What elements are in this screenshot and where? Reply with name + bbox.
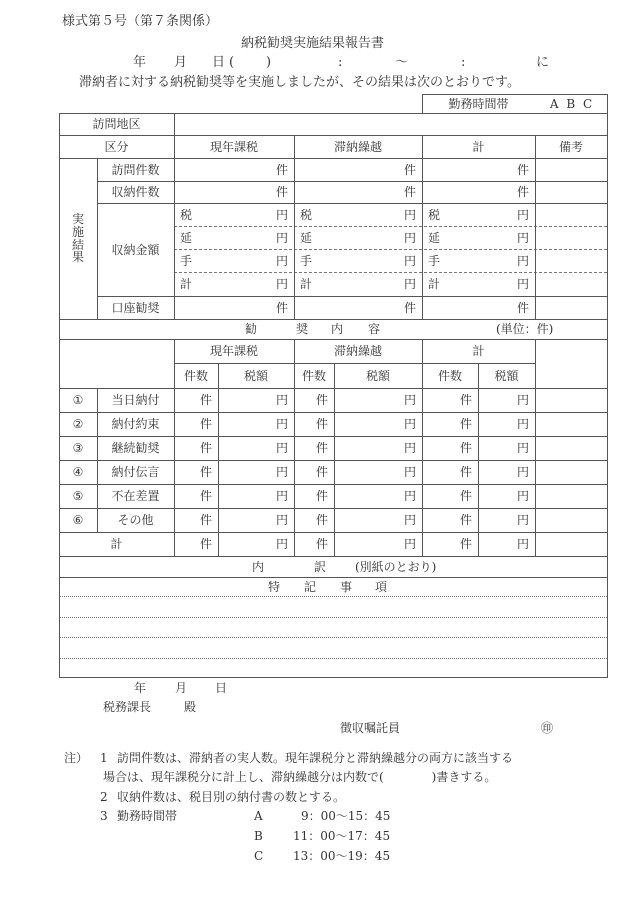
row-number: ②: [72, 417, 84, 431]
total-amount-total[interactable]: 円: [516, 537, 529, 551]
area-input[interactable]: [174, 113, 607, 135]
unit-yen: 円: [275, 207, 288, 222]
breakdown-char: 訳: [314, 560, 327, 574]
row-remarks[interactable]: [535, 484, 607, 508]
seal-mark: ㊞: [541, 721, 554, 735]
honorific: 殿: [184, 700, 197, 714]
unit-yen: 円: [275, 253, 288, 268]
sub-count-current: 件数: [183, 368, 208, 383]
amount-fee-arrears[interactable]: [294, 249, 422, 272]
item-delinquency: 延: [300, 230, 313, 245]
remarks-char: 記: [304, 580, 317, 594]
row-count-total[interactable]: 件: [459, 441, 472, 455]
title-char: 奨: [296, 322, 309, 336]
col-remarks: 備考: [558, 139, 583, 154]
unit-yen: 円: [275, 230, 288, 245]
row-amount-arrears[interactable]: 円: [403, 513, 416, 527]
time-colon-end: :: [461, 55, 466, 70]
collections-current-cell[interactable]: 件: [275, 185, 288, 199]
shift-c-code: C: [254, 849, 264, 863]
note-2-text: 収納件数は、税目別の納付書の数とする。: [117, 790, 346, 804]
note-1-cont: 場合は、現年課税分に計上し、滞納繰越分は内数で( )書きする。: [103, 770, 497, 784]
row-count-arrears[interactable]: 件: [315, 393, 328, 407]
breakdown-note: (別紙のとおり): [355, 560, 437, 574]
row-remarks[interactable]: [535, 460, 607, 484]
row-number: ⑥: [72, 513, 84, 527]
row-label: 継続勧奨: [111, 441, 160, 455]
amount-sum-total[interactable]: [422, 272, 535, 296]
sub-count-arrears: 件数: [301, 368, 326, 383]
note-3-text: 勤務時間帯: [117, 809, 178, 823]
col-current-year: 現年課税: [209, 139, 258, 154]
row-count-total[interactable]: 件: [459, 489, 472, 503]
row-amount-current[interactable]: 円: [275, 465, 288, 479]
total-row-label: 計: [110, 537, 123, 551]
amount-fee-total[interactable]: [422, 249, 535, 272]
shift-options[interactable]: A B C: [549, 96, 593, 111]
row-number: ⑤: [72, 489, 84, 503]
collections-remarks-cell[interactable]: [535, 181, 607, 203]
remarks-char: 特: [268, 580, 281, 594]
amount-sum-arrears[interactable]: [294, 272, 422, 296]
date-ni: に: [536, 55, 550, 70]
total-amount-arrears[interactable]: 円: [403, 537, 416, 551]
date-day: 日: [212, 55, 226, 70]
row-label: その他: [117, 513, 154, 527]
sub-amount-total: 税額: [494, 368, 519, 383]
row-remarks[interactable]: [535, 436, 607, 460]
row-label-account: 口座勧奨: [111, 300, 160, 315]
shift-b-code: B: [254, 829, 263, 843]
row-count-current[interactable]: 件: [199, 465, 212, 479]
amount-tax-arrears[interactable]: [294, 203, 422, 226]
amount-sum-current[interactable]: [174, 272, 294, 296]
item-fee: 手: [180, 253, 193, 268]
row-label-amount: 収納金額: [111, 242, 160, 257]
collections-total-cell[interactable]: 件: [516, 185, 529, 199]
footer-year: 年: [134, 681, 147, 695]
sub-count-total: 件数: [437, 368, 462, 383]
date-year: 年: [133, 55, 147, 70]
item-delinquency: 延: [180, 230, 193, 245]
item-sum: 計: [180, 277, 193, 291]
shift-b-time: 11：00〜17：45: [293, 829, 391, 843]
time-colon-start: :: [338, 55, 343, 70]
item-tax: 税: [428, 207, 441, 222]
row-count-current[interactable]: 件: [199, 489, 212, 503]
collections-arrears-cell[interactable]: 件: [403, 185, 416, 199]
implementation-results-label: [59, 158, 97, 319]
title-char: 内: [331, 322, 344, 336]
account-current-cell[interactable]: 件: [275, 300, 288, 315]
visits-current-cell[interactable]: 件: [275, 162, 288, 177]
shift-a-code: A: [254, 809, 263, 823]
row-count-total[interactable]: 件: [459, 513, 472, 527]
unit-yen: 円: [403, 207, 416, 222]
area-label: 訪問地区: [92, 117, 141, 131]
row-amount-current[interactable]: 円: [275, 393, 288, 407]
col-total: 計: [472, 139, 485, 154]
row-count-arrears[interactable]: 件: [315, 513, 328, 527]
row-amount-arrears[interactable]: 円: [403, 465, 416, 479]
footer-month: 月: [175, 681, 188, 695]
row-amount-current[interactable]: 円: [275, 417, 288, 431]
row-number: ③: [72, 441, 84, 455]
intro-text: 滞納者に対する納税勧奨等を実施しましたが、その結果は次のとおりです。: [79, 75, 520, 90]
side-char: 結: [71, 237, 84, 252]
row-label: 納付伝言: [111, 465, 160, 479]
title-char: 容: [368, 322, 381, 336]
side-char: 実: [71, 212, 84, 227]
row-amount-current[interactable]: 円: [275, 513, 288, 527]
unit-yen: 円: [403, 253, 416, 268]
row-label: 納付約束: [111, 417, 160, 431]
remarks-char: 事: [340, 580, 353, 594]
group-arrears: 滞納繰越: [333, 344, 382, 358]
note-3-num: 3: [100, 809, 108, 823]
item-fee: 手: [428, 253, 441, 268]
item-fee: 手: [300, 253, 313, 268]
row-count-current[interactable]: 件: [199, 441, 212, 455]
total-count-total[interactable]: 件: [459, 537, 472, 551]
signer-label: 徴収嘱託員: [340, 721, 401, 735]
unit-yen: 円: [403, 277, 416, 291]
unit-yen: 円: [516, 230, 529, 245]
total-amount-current[interactable]: 円: [275, 537, 288, 551]
amount-delinquency-arrears[interactable]: [294, 226, 422, 249]
document-title: 納税勧奨実施結果報告書: [241, 36, 385, 51]
row-label: 不在差置: [111, 489, 160, 503]
date-month: 月: [174, 55, 188, 70]
row-amount-arrears[interactable]: 円: [403, 441, 416, 455]
item-tax: 税: [300, 207, 313, 222]
item-tax: 税: [180, 207, 193, 222]
remarks-input-area[interactable]: [60, 597, 606, 676]
row-count-arrears[interactable]: 件: [315, 465, 328, 479]
shift-label: 勤務時間帯: [448, 96, 509, 111]
row-amount-total[interactable]: 円: [516, 417, 529, 431]
category-label: 区分: [104, 139, 129, 154]
row-count-arrears[interactable]: 件: [315, 489, 328, 503]
visits-total-cell[interactable]: 件: [516, 162, 529, 177]
row-count-current[interactable]: 件: [199, 513, 212, 527]
visits-remarks-cell[interactable]: [535, 158, 607, 181]
row-count-current[interactable]: 件: [199, 417, 212, 431]
addressee: 税務課長: [103, 700, 152, 714]
amount-remarks-cell[interactable]: [535, 203, 607, 296]
unit-yen: 円: [275, 277, 288, 291]
row-amount-total[interactable]: 円: [516, 513, 529, 527]
row-amount-current[interactable]: 円: [275, 489, 288, 503]
row-number: ④: [72, 465, 84, 479]
row-label-visits: 訪問件数: [111, 162, 160, 177]
row-label: 当日納付: [111, 393, 160, 407]
group-current-year: 現年課税: [209, 344, 258, 358]
amount-delinquency-current[interactable]: [174, 226, 294, 249]
unit-yen: 円: [403, 230, 416, 245]
row-number: ①: [72, 393, 84, 407]
unit-yen: 円: [516, 253, 529, 268]
sub-amount-arrears: 税額: [365, 368, 390, 383]
form-number: 様式第５号（第７条関係）: [62, 14, 219, 29]
group-total: 計: [472, 344, 485, 358]
row-amount-total[interactable]: 円: [516, 441, 529, 455]
unit-note: (単位：件): [496, 322, 554, 336]
side-char: 施: [71, 224, 84, 239]
date-paren-open: (: [229, 55, 235, 70]
note-2-num: 2: [100, 790, 108, 804]
amount-fee-current[interactable]: [174, 249, 294, 272]
row-amount-total[interactable]: 円: [516, 393, 529, 407]
time-tilde: 〜: [395, 55, 409, 70]
row-amount-total[interactable]: 円: [516, 489, 529, 503]
account-remarks-cell[interactable]: [535, 296, 607, 319]
row-count-total[interactable]: 件: [459, 417, 472, 431]
visits-arrears-cell[interactable]: 件: [403, 162, 416, 177]
date-paren-close: ): [266, 55, 272, 70]
row-amount-total[interactable]: 円: [516, 465, 529, 479]
remarks-char: 項: [375, 580, 388, 594]
amount-delinquency-total[interactable]: [422, 226, 535, 249]
col-arrears: 滞納繰越: [333, 139, 382, 154]
total-count-current[interactable]: 件: [199, 537, 212, 551]
unit-yen: 円: [516, 207, 529, 222]
account-arrears-cell[interactable]: 件: [403, 300, 416, 315]
row-label-collections: 収納件数: [111, 185, 160, 199]
breakdown-char: 内: [252, 560, 265, 574]
item-sum: 計: [300, 277, 313, 291]
shift-c-time: 13：00〜19：45: [293, 849, 391, 863]
shift-a-time: 9：00〜15：45: [301, 809, 391, 823]
account-total-cell[interactable]: 件: [516, 300, 529, 315]
row-count-current[interactable]: 件: [199, 393, 212, 407]
item-sum: 計: [428, 277, 441, 291]
footer-day: 日: [215, 681, 228, 695]
row-remarks[interactable]: [535, 412, 607, 436]
title-char: 勧: [245, 322, 258, 336]
row-amount-arrears[interactable]: 円: [403, 417, 416, 431]
item-delinquency: 延: [428, 230, 441, 245]
row-remarks[interactable]: [535, 388, 607, 412]
row-count-arrears[interactable]: 件: [315, 417, 328, 431]
note-1-text: 訪問件数は、滞納者の実人数。現年課税分と滞納繰越分の両方に該当する: [117, 751, 514, 765]
amount-tax-current[interactable]: [174, 203, 294, 226]
row-remarks[interactable]: [535, 508, 607, 532]
row-count-total[interactable]: 件: [459, 393, 472, 407]
row-amount-current[interactable]: 円: [275, 441, 288, 455]
total-count-arrears[interactable]: 件: [315, 537, 328, 551]
note-1-num: 1: [100, 751, 108, 765]
sub-amount-current: 税額: [243, 368, 268, 383]
amount-tax-total[interactable]: [422, 203, 535, 226]
notes-prefix: 注）: [64, 751, 89, 765]
row-amount-arrears[interactable]: 円: [403, 489, 416, 503]
row-count-total[interactable]: 件: [459, 465, 472, 479]
row-amount-arrears[interactable]: 円: [403, 393, 416, 407]
side-char: 果: [71, 250, 84, 265]
unit-yen: 円: [516, 277, 529, 291]
row-count-arrears[interactable]: 件: [315, 441, 328, 455]
